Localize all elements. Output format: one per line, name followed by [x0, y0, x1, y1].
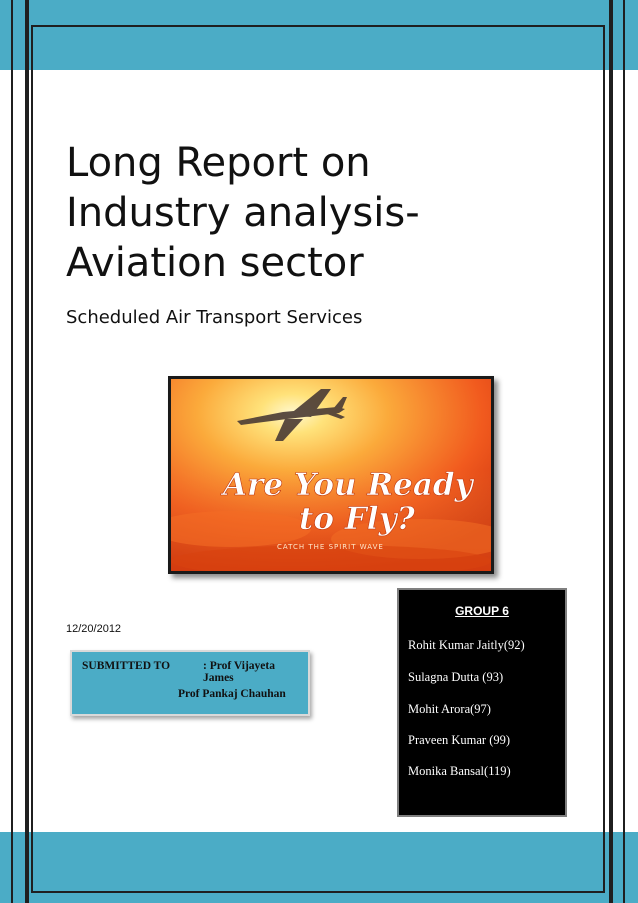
group-member: Monika Bansal(119): [408, 764, 511, 778]
frame-line-left-outer: [11, 0, 13, 903]
report-title: [66, 138, 546, 288]
submitted-to-label: SUBMITTED TO: [82, 660, 171, 672]
cover-tagline: CATCH THE SPIRIT WAVE: [277, 543, 384, 551]
title-line: Long Report on: [66, 140, 371, 186]
submitted-to-name: Prof Pankaj Chauhan: [178, 688, 286, 700]
cover-headline-line2: to Fly?: [299, 501, 415, 537]
group-member: Rohit Kumar Jaitly(92): [408, 638, 525, 652]
title-line: Industry analysis-: [66, 190, 420, 236]
group-member: Mohit Arora(97): [408, 702, 491, 716]
cover-illustration: [171, 379, 491, 571]
frame-line-right-inner: [609, 0, 613, 903]
cover-image: [168, 376, 494, 574]
report-subtitle: Scheduled Air Transport Services: [66, 307, 363, 328]
submitted-to-name: : Prof Vijayeta James: [203, 660, 275, 684]
submitted-to-box: [70, 650, 310, 716]
frame-line-left-inner: [25, 0, 29, 903]
cover-headline-line1: Are You Ready: [223, 467, 473, 503]
group-box: [397, 588, 567, 817]
frame-line-right-outer: [623, 0, 625, 903]
group-member: Praveen Kumar (99): [408, 733, 511, 747]
group-title: GROUP 6: [455, 604, 509, 618]
title-line: Aviation sector: [66, 240, 364, 286]
group-member: Sulagna Dutta (93): [408, 670, 504, 684]
report-date: 12/20/2012: [66, 623, 122, 635]
